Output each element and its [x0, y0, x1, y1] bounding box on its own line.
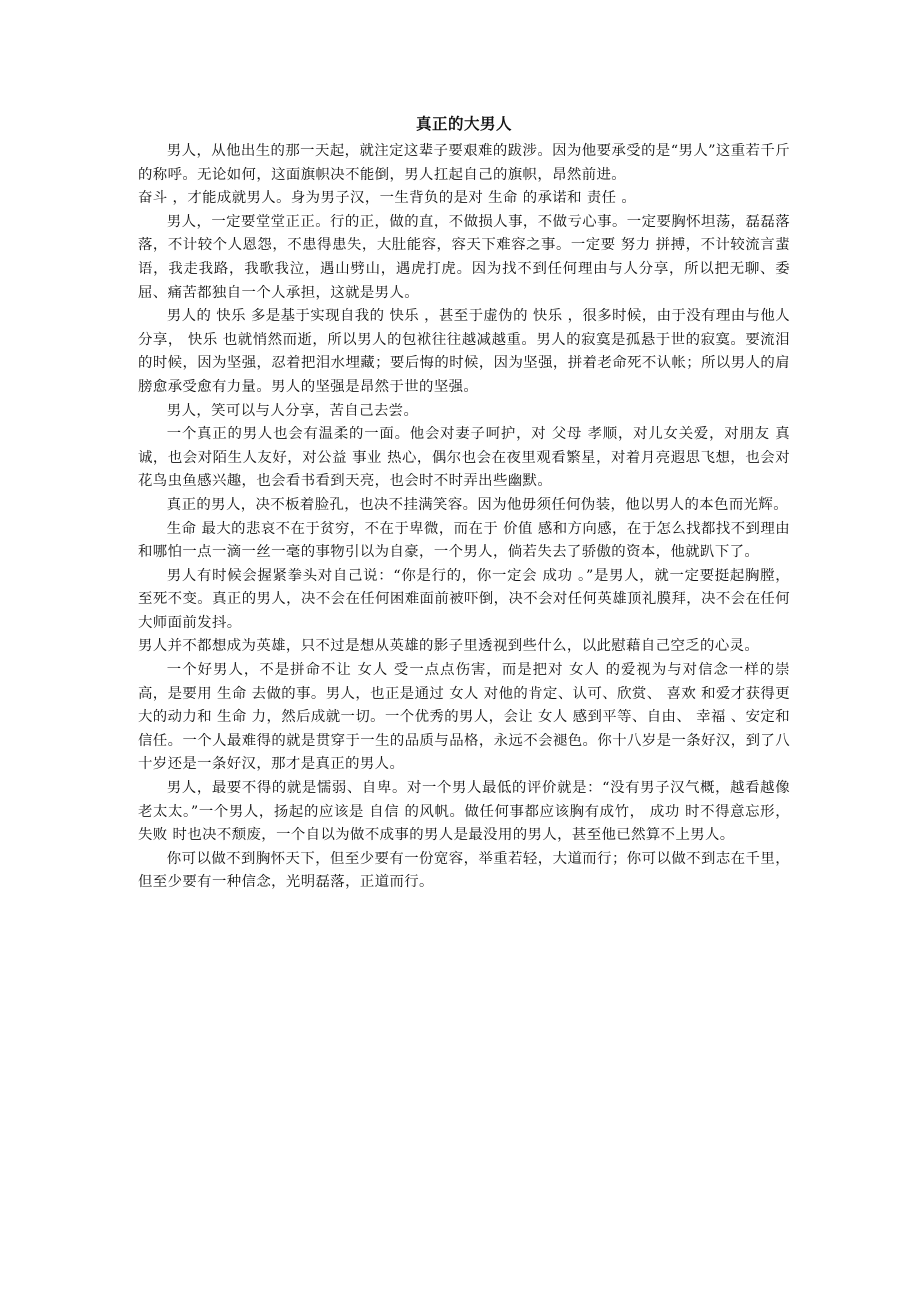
paragraph-8: 生命 最大的悲哀不在于贫穷，不在于卑微，而在于 价值 感和方向感，在于怎么找都找不到理由和哪怕一点一滴一丝一毫的事物引以为自豪，一个男人，倘若失去了骄傲的资本，他就趴下了。 [138, 520, 790, 561]
paragraph-4: 男人的 快乐 多是基于实现自我的 快乐 ，甚至于虚伪的 快乐 ，很多时候，由于没有理由与他人分享， 快乐 也就悄然而逝，所以男人的包袱往往越减越重。男人的寂寞是孤悬于世的寂寞。要流泪的时候，因为坚强，忍着把泪水埋藏；要后悔的时候，因为坚强，拼着老命死不认帐；所以男人的肩膀愈承受愈有力量。男人的坚强是昂然于世的坚强。 [138, 308, 790, 395]
paragraph-9: 男人有时候会握紧拳头对自己说：“你是行的，你一定会 成功 。”是男人，就一定要挺起胸膛，至死不变。真正的男人，决不会在任何困难面前被吓倒，决不会对任何英雄顶礼膜拜，决不会在任何大师面前发抖。 [138, 567, 790, 631]
paragraph-11: 一个好男人，不是拼命不让 女人 受一点点伤害，而是把对 女人 的爱视为与对信念一样的崇高，是要用 生命 去做的事。男人，也正是通过 女人 对他的肯定、认可、欣赏、 喜欢 和爱才获得更大的动力和 生命 力，然后成就一切。一个优秀的男人，会让 女人 感到平等、自由、 幸福 、安定和信任。一个人最难得的就是贯穿于一生的品质与品格，永远不会褪色。你十八岁是一条好汉，到了八十岁还是一条好汉，那才是真正的男人。 [138, 662, 790, 773]
document-title: 真正的大男人 [415, 114, 512, 133]
paragraph-5: 男人，笑可以与人分享，苦自己去尝。 [166, 402, 419, 419]
paragraph-2: 奋斗 ，才能成就男人。身为男子汉，一生背负的是对 生命 的承诺和 责任 。 [138, 190, 637, 207]
paragraph-10: 男人并不都想成为英雄，只不过是想从英雄的影子里透视到些什么，以此慰藉自己空乏的心灵。 [138, 638, 760, 655]
paragraph-6: 一个真正的男人也会有温柔的一面。他会对妻子呵护，对 父母 孝顺，对儿女关爱，对朋友 真诚，也会对陌生人友好，对公益 事业 热心，偶尔也会在夜里观看繁星，对着月亮遐思飞想，也会对花鸟虫鱼感兴趣，也会看书看到天亮，也会时不时弄出些幽默。 [138, 426, 790, 490]
paragraph-7: 真正的男人，决不板着脸孔，也决不挂满笑容。因为他毋须任何伪装，他以男人的本色而光辉。 [166, 496, 789, 513]
paragraph-3: 男人，一定要堂堂正正。行的正，做的直，不做损人事，不做亏心事。一定要胸怀坦荡，磊磊落落，不计较个人恩怨，不患得患失，大肚能容，容天下难容之事。一定要 努力 拼搏，不计较流言蜚语，我走我路，我歌我泣，遇山劈山，遇虎打虎。因为找不到任何理由与人分享，所以把无聊、委屈、痛苦都独自一个人承担，这就是男人。 [138, 213, 790, 301]
paragraph-13: 你可以做不到胸怀天下，但至少要有一份宽容，举重若轻，大道而行；你可以做不到志在千里，但至少要有一种信念，光明磊落，正道而行。 [138, 850, 790, 891]
document-page [138, 112, 790, 895]
paragraph-1: 男人，从他出生的那一天起，就注定这辈子要艰难的跋涉。因为他要承受的是“男人”这重若千斤的称呼。无论如何，这面旗帜决不能倒，男人扛起自己的旗帜，昂然前进。 [138, 143, 790, 183]
paragraph-12: 男人，最要不得的就是懦弱、自卑。对一个男人最低的评价就是：“没有男子汉气概，越看越像老太太。”一个男人，扬起的应该是 自信 的风帆。做任何事都应该胸有成竹， 成功 时不得意忘形， 失败 时也决不颓废，一个自以为做不成事的男人是最没用的男人，甚至他已然算不上男人。 [138, 780, 790, 844]
